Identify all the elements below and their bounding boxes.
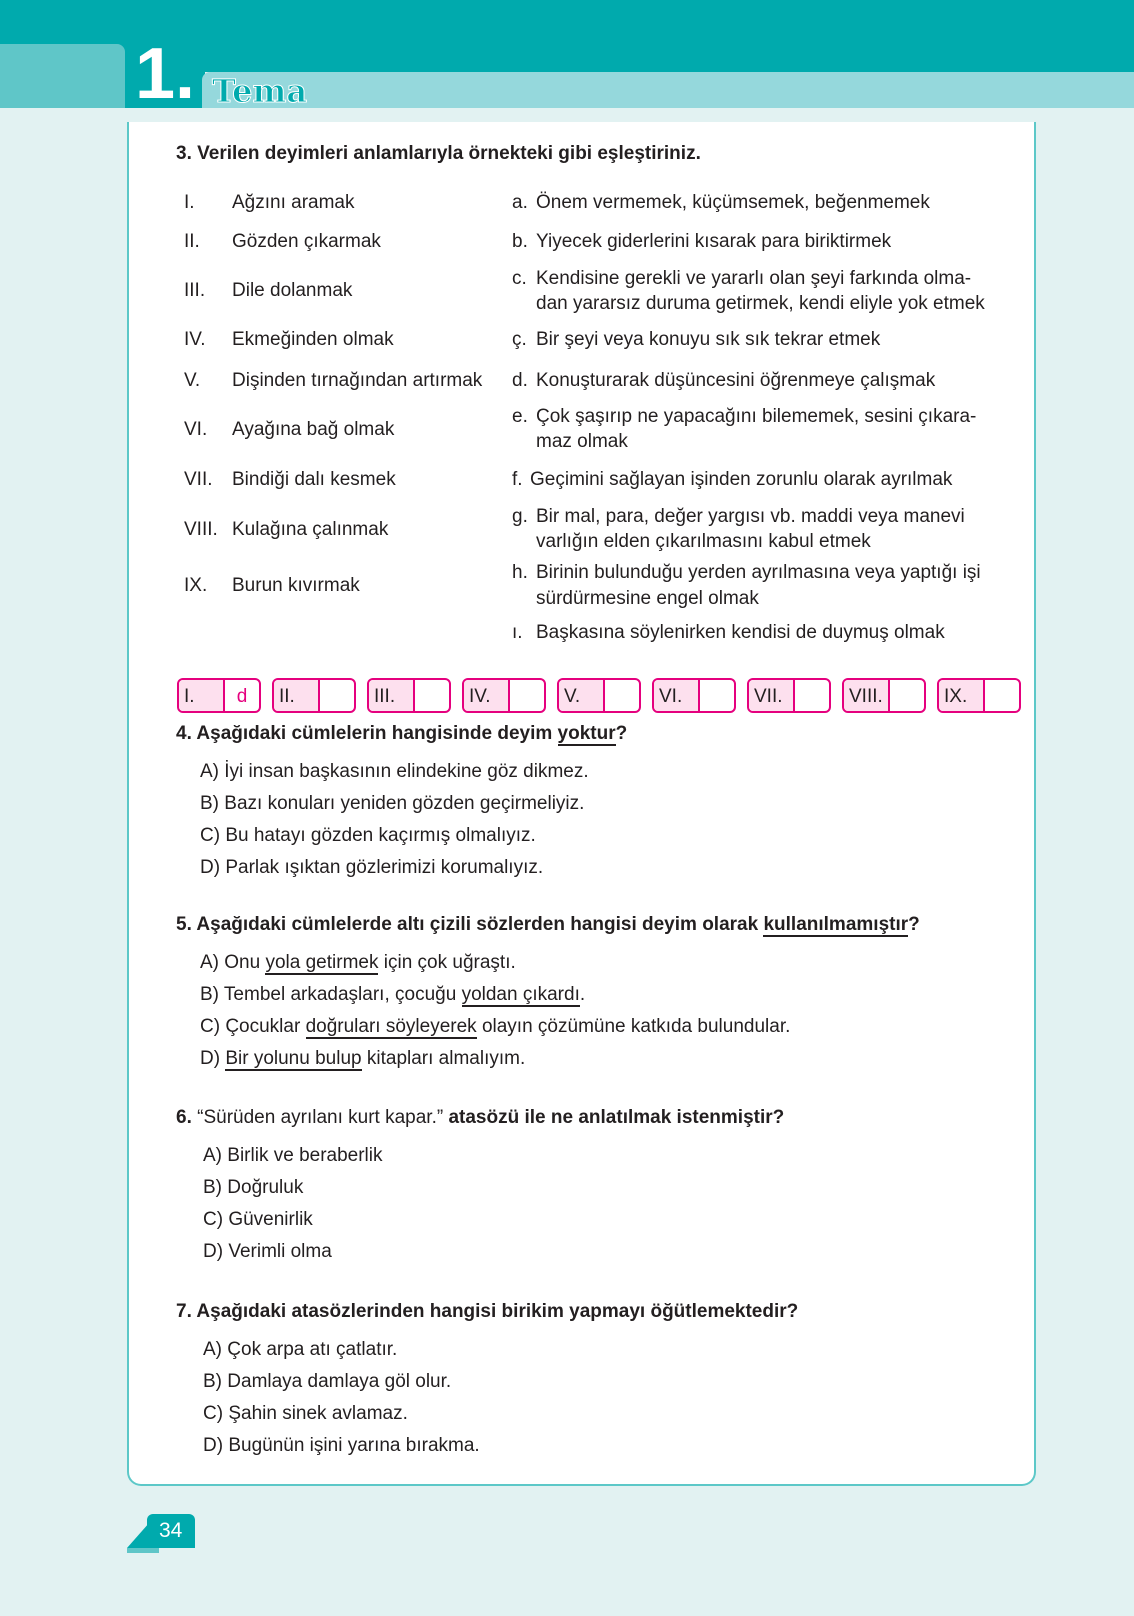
idiom-number: VI.	[184, 419, 208, 440]
option-text: A) Birlik ve beraberlik	[203, 1145, 383, 1166]
unit-title-bar	[202, 72, 1134, 108]
title-segment: atasözü ile ne anlatılmak istenmiştir?	[448, 1107, 785, 1128]
answer-option[interactable]	[200, 983, 585, 1007]
idiom-number: VIII.	[184, 519, 218, 540]
answer-option[interactable]	[203, 1176, 303, 1200]
answer-box-label: III.	[369, 680, 415, 711]
answer-option[interactable]	[200, 760, 589, 784]
idiom-number: V.	[184, 370, 201, 391]
underlined-phrase: yoldan çıkardı	[461, 984, 580, 1005]
answer-option[interactable]	[200, 856, 543, 880]
question-4-title	[176, 722, 627, 746]
answer-box-label: V.	[559, 680, 605, 711]
option-text: B) Damlaya damlaya göl olur.	[203, 1371, 452, 1392]
answer-box-input[interactable]: d	[236, 686, 248, 707]
meaning-letter: b.	[512, 231, 528, 252]
meaning-text: Başkasına söylenirken kendisi de duymuş olmak	[536, 622, 945, 643]
meaning-letter: f.	[512, 469, 523, 490]
idiom-text: Gözden çıkarmak	[232, 231, 381, 252]
option-text: D) Parlak ışıktan gözlerimizi korumalıyız.	[200, 857, 544, 878]
answer-box-label: VI.	[654, 680, 700, 711]
idiom-number: VII.	[184, 469, 213, 490]
meaning-letter: c.	[512, 268, 527, 289]
option-text: olayın çözümüne katkıda bulundular.	[476, 1016, 791, 1037]
tab-stripe	[127, 1548, 159, 1553]
option-text: için çok uğraştı.	[378, 952, 516, 973]
meaning-text: Yiyecek giderlerini kısarak para biriktirmek	[536, 231, 892, 252]
option-text: D)	[200, 1048, 226, 1069]
answer-option[interactable]	[203, 1338, 397, 1362]
meaning-letter: d.	[512, 370, 528, 391]
idiom-number: IX.	[184, 575, 208, 596]
title-segment: 5. Aşağıdaki cümlelerde altı çizili sözlerden hangisi deyim olarak	[176, 914, 764, 935]
answer-option[interactable]	[203, 1402, 408, 1426]
answer-option[interactable]	[200, 1047, 525, 1071]
answer-box-input[interactable]	[985, 680, 1019, 711]
option-text: B) Doğruluk	[203, 1177, 304, 1198]
idiom-text: Ekmeğinden olmak	[232, 329, 394, 350]
option-text: D) Bugünün işini yarına bırakma.	[203, 1435, 480, 1456]
title-segment: 7. Aşağıdaki atasözlerinden hangisi birikim yapmayı öğütlemektedir?	[176, 1301, 799, 1322]
option-text: C) Çocuklar	[200, 1016, 306, 1037]
answer-option[interactable]	[203, 1208, 313, 1232]
option-text: D) Verimli olma	[203, 1241, 332, 1262]
answer-box[interactable]	[652, 678, 736, 713]
page-number: 34	[159, 1519, 183, 1542]
option-text: C) Güvenirlik	[203, 1209, 313, 1230]
idiom-text: Kulağına çalınmak	[232, 519, 389, 540]
title-segment: ?	[908, 914, 920, 935]
meaning-letter: ı.	[512, 622, 523, 643]
option-text: A) İyi insan başkasının elindekine göz dikmez.	[200, 761, 589, 782]
answer-box[interactable]	[177, 678, 261, 713]
title-segment: kullanılmamıştır	[763, 914, 909, 935]
underlined-phrase: Bir yolunu bulup	[225, 1048, 362, 1069]
option-text: .	[579, 984, 586, 1005]
answer-box-input[interactable]	[320, 680, 354, 711]
answer-box-label: VIII.	[844, 680, 890, 711]
idiom-text: Bindiği dalı kesmek	[232, 469, 396, 490]
meaning-letter: a.	[512, 192, 528, 213]
answer-box-label: IV.	[464, 680, 510, 711]
title-segment: 4. Aşağıdaki cümlelerin hangisinde deyim	[176, 723, 558, 744]
idiom-number: II.	[184, 231, 200, 252]
question-5-title	[176, 913, 920, 937]
answer-box-input[interactable]	[510, 680, 544, 711]
idiom-text: Ağzını aramak	[232, 192, 355, 213]
page-number-tab	[127, 1514, 195, 1548]
answer-option[interactable]	[203, 1144, 383, 1168]
answer-box[interactable]	[462, 678, 546, 713]
answer-box-input[interactable]	[700, 680, 734, 711]
answer-box[interactable]	[747, 678, 831, 713]
answer-option[interactable]	[200, 824, 536, 848]
option-text: kitapları almalıyım.	[361, 1048, 526, 1069]
meaning-letter: ç.	[512, 329, 527, 350]
idiom-number: IV.	[184, 329, 206, 350]
meaning-text: Bir mal, para, değer yargısı vb. maddi veya manevi	[536, 506, 965, 527]
meaning-letter: e.	[512, 406, 528, 427]
idiom-text: Dile dolanmak	[232, 280, 353, 301]
meaning-letter: g.	[512, 506, 528, 527]
meaning-text: varlığın elden çıkarılmasını kabul etmek	[536, 531, 871, 552]
title-segment: “Sürüden ayrılanı kurt kapar.”	[197, 1107, 449, 1128]
option-text: A) Onu	[200, 952, 266, 973]
meaning-text: Önem vermemek, küçümsemek, beğenmemek	[536, 192, 930, 213]
idiom-number: I.	[184, 192, 195, 213]
option-text: C) Bu hatayı gözden kaçırmış olmalıyız.	[200, 825, 536, 846]
answer-box-label: I.	[179, 680, 225, 711]
answer-box-label: IX.	[939, 680, 985, 711]
option-text: B) Tembel arkadaşları, çocuğu	[200, 984, 462, 1005]
idiom-text: Dişinden tırnağından artırmak	[232, 370, 483, 391]
header-left-block	[0, 44, 125, 108]
answer-option[interactable]	[203, 1240, 332, 1264]
question-7-title	[176, 1300, 798, 1324]
answer-option[interactable]	[203, 1434, 480, 1458]
meaning-text: dan yararsız duruma getirmek, kendi eliyle yok etmek	[536, 293, 985, 314]
answer-box-input[interactable]	[890, 680, 924, 711]
meaning-letter: h.	[512, 562, 528, 583]
answer-option[interactable]	[200, 951, 516, 975]
answer-box-label: II.	[274, 680, 320, 711]
meaning-text: Konuşturarak düşüncesini öğrenmeye çalışmak	[536, 370, 936, 391]
answer-option[interactable]	[200, 792, 584, 816]
answer-box[interactable]	[937, 678, 1021, 713]
meaning-text: Çok şaşırıp ne yapacağını bilememek, sesini çıkara-	[536, 406, 977, 427]
answer-box[interactable]	[842, 678, 926, 713]
meaning-text: Birinin bulunduğu yerden ayrılmasına veya yaptığı işi	[536, 562, 981, 583]
answer-option[interactable]	[200, 1015, 790, 1039]
underlined-phrase: yola getirmek	[265, 952, 379, 973]
title-segment: yoktur	[557, 723, 616, 744]
idiom-text: Burun kıvırmak	[232, 575, 360, 596]
unit-number: 1.	[135, 34, 196, 114]
answer-box[interactable]	[367, 678, 451, 713]
question-6-title	[176, 1106, 784, 1130]
answer-box-input[interactable]	[795, 680, 829, 711]
idiom-number: III.	[184, 280, 206, 301]
meaning-text: Geçimini sağlayan işinden zorunlu olarak ayrılmak	[530, 469, 953, 490]
answer-box[interactable]	[557, 678, 641, 713]
unit-title: Tema	[212, 72, 308, 110]
answer-option[interactable]	[203, 1370, 451, 1394]
meaning-text: Bir şeyi veya konuyu sık sık tekrar etmek	[536, 329, 881, 350]
meaning-text: Kendisine gerekli ve yararlı olan şeyi farkında olma-	[536, 268, 972, 289]
title-segment: ?	[615, 723, 628, 744]
underlined-phrase: doğruları söyleyerek	[305, 1016, 477, 1037]
option-text: A) Çok arpa atı çatlatır.	[203, 1339, 398, 1360]
meaning-text: maz olmak	[536, 431, 628, 452]
answer-box-label: VII.	[749, 680, 795, 711]
question-3-title: 3. Verilen deyimleri anlamlarıyla örnekteki gibi eşleştiriniz.	[176, 143, 701, 164]
option-text: B) Bazı konuları yeniden gözden geçirmeliyiz.	[200, 793, 585, 814]
option-text: C) Şahin sinek avlamaz.	[203, 1403, 408, 1424]
answer-box-input[interactable]	[605, 680, 639, 711]
meaning-text: sürdürmesine engel olmak	[536, 588, 759, 609]
answer-box[interactable]	[272, 678, 356, 713]
answer-box-input[interactable]	[415, 680, 449, 711]
idiom-text: Ayağına bağ olmak	[232, 419, 395, 440]
title-segment: 6.	[176, 1107, 198, 1128]
